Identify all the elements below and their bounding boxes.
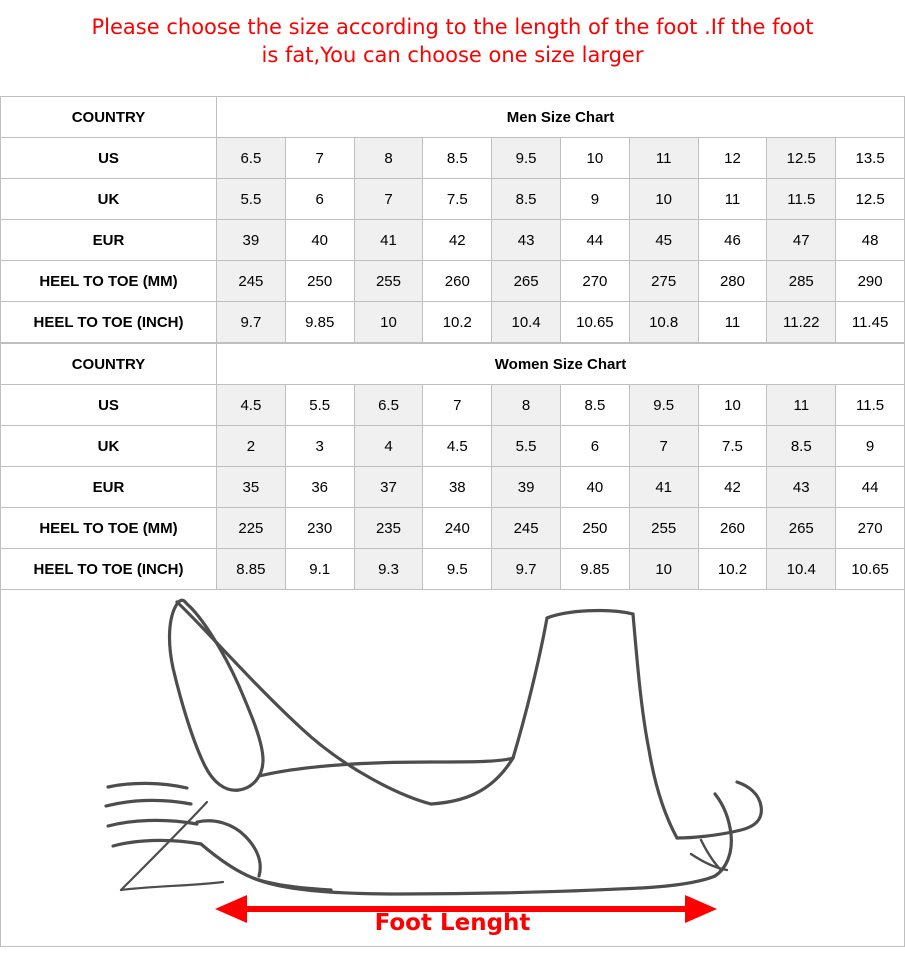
row-label-women-uk: UK [1,426,217,467]
cell-men-inch-2: 10 [354,302,423,343]
foot-diagram-icon [1,590,905,947]
women-size-chart-table [0,343,905,590]
cell-men-us-3: 8.5 [423,138,492,179]
table-row [1,97,905,138]
table-row [1,179,905,220]
cell-women-uk-6: 7 [629,426,698,467]
cell-women-inch-8: 10.4 [767,549,836,590]
cell-women-us-4: 8 [492,385,561,426]
cell-men-us-8: 12.5 [767,138,836,179]
cell-women-eur-4: 39 [492,467,561,508]
notice-line-1: Please choose the size according to the length of the foot .If the foot [91,15,814,39]
cell-women-mm-8: 265 [767,508,836,549]
cell-women-us-2: 6.5 [354,385,423,426]
cell-men-mm-5: 270 [560,261,629,302]
cell-women-mm-2: 235 [354,508,423,549]
cell-women-us-6: 9.5 [629,385,698,426]
cell-men-eur-9: 48 [836,220,905,261]
cell-men-inch-5: 10.65 [560,302,629,343]
cell-men-inch-4: 10.4 [492,302,561,343]
cell-women-mm-4: 245 [492,508,561,549]
cell-women-us-5: 8.5 [560,385,629,426]
cell-women-inch-6: 10 [629,549,698,590]
cell-men-eur-3: 42 [423,220,492,261]
cell-men-uk-6: 10 [629,179,698,220]
cell-men-inch-0: 9.7 [217,302,286,343]
cell-men-inch-3: 10.2 [423,302,492,343]
cell-women-eur-0: 35 [217,467,286,508]
cell-women-uk-9: 9 [836,426,905,467]
cell-women-eur-8: 43 [767,467,836,508]
country-header-men: COUNTRY [1,97,217,138]
table-row [1,426,905,467]
cell-women-us-9: 11.5 [836,385,905,426]
cell-women-mm-9: 270 [836,508,905,549]
cell-men-uk-3: 7.5 [423,179,492,220]
cell-women-us-8: 11 [767,385,836,426]
cell-men-eur-1: 40 [285,220,354,261]
row-label-women-us: US [1,385,217,426]
cell-men-eur-5: 44 [560,220,629,261]
cell-women-eur-1: 36 [285,467,354,508]
row-label-men-mm: HEEL TO TOE (MM) [1,261,217,302]
notice-banner [0,0,905,96]
cell-men-mm-2: 255 [354,261,423,302]
cell-women-uk-3: 4.5 [423,426,492,467]
cell-men-uk-8: 11.5 [767,179,836,220]
cell-women-mm-3: 240 [423,508,492,549]
cell-women-mm-1: 230 [285,508,354,549]
cell-men-mm-6: 275 [629,261,698,302]
cell-men-us-7: 12 [698,138,767,179]
cell-women-uk-8: 8.5 [767,426,836,467]
cell-men-mm-9: 290 [836,261,905,302]
cell-men-eur-2: 41 [354,220,423,261]
cell-men-us-5: 10 [560,138,629,179]
cell-women-us-1: 5.5 [285,385,354,426]
row-label-men-inch: HEEL TO TOE (INCH) [1,302,217,343]
cell-men-uk-5: 9 [560,179,629,220]
cell-men-eur-6: 45 [629,220,698,261]
cell-men-us-2: 8 [354,138,423,179]
cell-men-uk-2: 7 [354,179,423,220]
cell-men-mm-7: 280 [698,261,767,302]
table-row [1,261,905,302]
cell-men-mm-3: 260 [423,261,492,302]
cell-men-us-9: 13.5 [836,138,905,179]
cell-women-inch-2: 9.3 [354,549,423,590]
row-label-women-eur: EUR [1,467,217,508]
cell-men-inch-9: 11.45 [836,302,905,343]
cell-women-uk-0: 2 [217,426,286,467]
notice-line-2: is fat,You can choose one size larger [261,42,644,67]
cell-women-mm-7: 260 [698,508,767,549]
table-row [1,467,905,508]
cell-men-eur-4: 43 [492,220,561,261]
foot-length-caption: Foot Lenght [374,910,531,936]
cell-women-us-0: 4.5 [217,385,286,426]
cell-women-inch-3: 9.5 [423,549,492,590]
cell-men-inch-7: 11 [698,302,767,343]
row-label-men-eur: EUR [1,220,217,261]
cell-men-mm-0: 245 [217,261,286,302]
cell-men-inch-8: 11.22 [767,302,836,343]
table-row [1,344,905,385]
cell-women-mm-0: 225 [217,508,286,549]
cell-women-uk-5: 6 [560,426,629,467]
cell-women-us-3: 7 [423,385,492,426]
cell-women-inch-0: 8.85 [217,549,286,590]
cell-women-mm-6: 255 [629,508,698,549]
cell-women-inch-1: 9.1 [285,549,354,590]
cell-women-eur-7: 42 [698,467,767,508]
men-chart-title: Men Size Chart [217,97,905,138]
cell-men-us-4: 9.5 [492,138,561,179]
cell-men-us-6: 11 [629,138,698,179]
cell-women-uk-1: 3 [285,426,354,467]
cell-women-inch-9: 10.65 [836,549,905,590]
cell-men-inch-1: 9.85 [285,302,354,343]
men-size-chart-table [0,96,905,343]
cell-women-us-7: 10 [698,385,767,426]
cell-men-uk-0: 5.5 [217,179,286,220]
women-chart-title: Women Size Chart [217,344,905,385]
table-row [1,220,905,261]
cell-women-eur-6: 41 [629,467,698,508]
table-row [1,138,905,179]
cell-women-eur-5: 40 [560,467,629,508]
cell-women-inch-5: 9.85 [560,549,629,590]
table-row [1,385,905,426]
cell-women-eur-3: 38 [423,467,492,508]
cell-men-mm-4: 265 [492,261,561,302]
cell-men-mm-8: 285 [767,261,836,302]
table-row [1,302,905,343]
table-row [1,508,905,549]
cell-men-us-0: 6.5 [217,138,286,179]
country-header-women: COUNTRY [1,344,217,385]
cell-women-eur-9: 44 [836,467,905,508]
cell-women-uk-4: 5.5 [492,426,561,467]
cell-men-eur-7: 46 [698,220,767,261]
cell-women-uk-2: 4 [354,426,423,467]
cell-men-inch-6: 10.8 [629,302,698,343]
cell-women-inch-4: 9.7 [492,549,561,590]
cell-men-eur-0: 39 [217,220,286,261]
foot-illustration [0,590,905,947]
table-row [1,549,905,590]
cell-men-uk-1: 6 [285,179,354,220]
cell-men-uk-7: 11 [698,179,767,220]
cell-men-eur-8: 47 [767,220,836,261]
cell-men-mm-1: 250 [285,261,354,302]
cell-men-uk-9: 12.5 [836,179,905,220]
row-label-women-inch: HEEL TO TOE (INCH) [1,549,217,590]
row-label-men-us: US [1,138,217,179]
cell-women-uk-7: 7.5 [698,426,767,467]
row-label-men-uk: UK [1,179,217,220]
cell-women-mm-5: 250 [560,508,629,549]
cell-men-us-1: 7 [285,138,354,179]
row-label-women-mm: HEEL TO TOE (MM) [1,508,217,549]
cell-women-inch-7: 10.2 [698,549,767,590]
cell-men-uk-4: 8.5 [492,179,561,220]
cell-women-eur-2: 37 [354,467,423,508]
